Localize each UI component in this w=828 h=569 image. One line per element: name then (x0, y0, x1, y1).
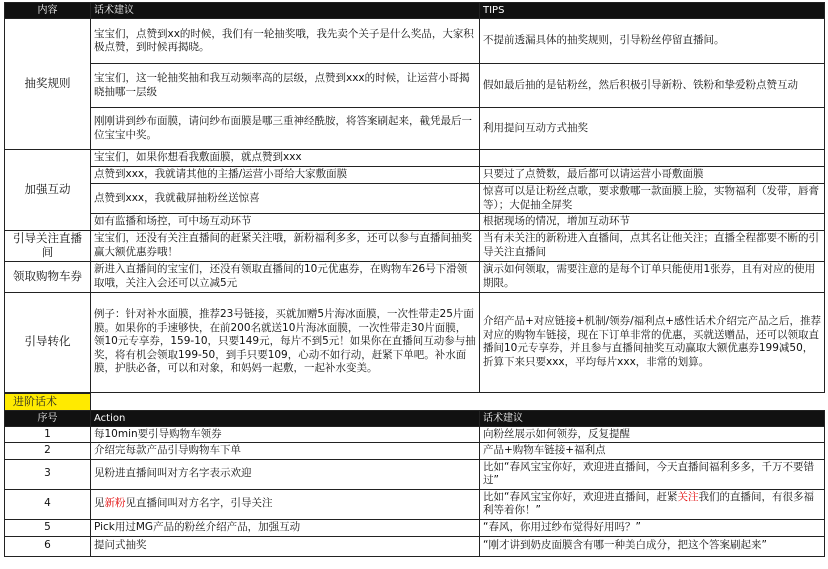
table-cell[interactable]: 不提前透漏具体的抽奖规则，引导粉丝停留直播间。 (480, 19, 825, 64)
cell-text: 我们的直播间，有很多福利等着你！” (483, 490, 814, 516)
section-coupon: 领取购物车券 (5, 261, 91, 292)
header-tips: TIPS (480, 3, 825, 19)
table-cell[interactable]: 刚刚讲到纱布面膜，请问纱布面膜是哪三重神经酰胺，将答案刷起来，截凭最后一位宝宝中奖。 (91, 108, 480, 150)
table-cell[interactable]: 如有监播和场控，可中场互动环节 (91, 214, 480, 231)
table-cell[interactable]: 点赞到xxx，我就截屏抽粉丝送惊喜 (91, 184, 480, 214)
highlight-text: 新粉 (104, 497, 126, 510)
table-cell[interactable]: 当有未关注的新粉进入直播间，点其名让他关注；直播全程都要不断的引导关注直播间 (480, 230, 825, 261)
table-cell[interactable] (91, 489, 480, 519)
table-cell[interactable]: 提问式抽奖 (91, 536, 480, 556)
table-cell[interactable]: 惊喜可以是让粉丝点歌，要求敷哪一款面膜上脸，实物福利（发带，唇膏等）；大促抽全屏奖 (480, 184, 825, 214)
table-cell[interactable]: “春风，你用过纱布觉得好用吗？” (480, 519, 825, 536)
section-lottery: 抽奖规则 (5, 19, 91, 150)
header-content: 内容 (5, 3, 91, 19)
table-cell[interactable]: 宝宝们，还没有关注直播间的赶紧关注哦，新粉福利多多，还可以参与直播间抽奖赢大额优惠券哦！ (91, 230, 480, 261)
row-number: 2 (5, 443, 91, 460)
row-number: 5 (5, 519, 91, 536)
table-cell[interactable]: 只要过了点赞数，最后都可以请运营小哥敷面膜 (480, 167, 825, 184)
cell-text: 见 (94, 497, 105, 510)
table-cell[interactable]: 介绍产品+对应链接+机制/领券/福利点+感性话术介绍完产品之后，推荐对应的购物车链接，现在下订单非常的优惠，买就送赠品，还可以领取直播间10元专享券，并且参与直播间抽奖互动赢取大额优惠券199减50，折算下来只要xxx，平均每片xxx，非常的划算。 (480, 292, 825, 392)
table-cell[interactable]: 宝宝们，如果你想看我敷面膜，就点赞到xxx (91, 150, 480, 167)
table-cell[interactable]: “刚才讲到奶皮面膜含有哪一种美白成分，把这个答案刷起来” (480, 536, 825, 556)
table-cell[interactable]: 宝宝们，点赞到xx的时候，我们有一轮抽奖哦，我先卖个关子是什么奖品，大家积极点赞，到时候再揭晓。 (91, 19, 480, 64)
table-cell[interactable] (480, 489, 825, 519)
header-script: 话术建议 (91, 3, 480, 19)
table-cell[interactable]: 根据现场的情况，增加互动环节 (480, 214, 825, 231)
cell-text: 见直播间叫对方名字，引导关注 (125, 497, 273, 510)
header-action: Action (91, 410, 480, 426)
table-cell[interactable]: 假如最后抽的是钻粉丝，然后积极引导新粉、铁粉和挚爱粉点赞互动 (480, 64, 825, 108)
table-cell[interactable]: 利用提问互动方式抽奖 (480, 108, 825, 150)
table-cell[interactable]: 每10min要引导购物车领券 (91, 426, 480, 443)
section-interaction: 加强互动 (5, 150, 91, 231)
cell-text: 比如“春风宝宝你好，欢迎进直播间，赶紧 (483, 490, 678, 503)
table-cell[interactable]: 见粉进直播间叫对方名字表示欢迎 (91, 459, 480, 489)
row-number: 6 (5, 536, 91, 556)
highlight-text: 关注 (677, 490, 699, 503)
table-cell[interactable] (480, 150, 825, 167)
table-cell[interactable]: 点赞到xxx，我就请其他的主播/运营小哥给大家敷面膜 (91, 167, 480, 184)
table-cell[interactable]: 产品+购物车链接+福利点 (480, 443, 825, 460)
table-cell[interactable]: 介绍完每款产品引导购物车下单 (91, 443, 480, 460)
row-number: 4 (5, 489, 91, 519)
script-table (4, 2, 825, 393)
table-cell[interactable]: 新进入直播间的宝宝们，还没有领取直播间的10元优惠券，在购物车26号下滑领取哦，关注入会还可以立减5元 (91, 261, 480, 292)
table-cell[interactable]: 例子：针对补水面膜，推荐23号链接，买就加赠5片海冰面膜，一次性带走25片面膜。如果你的手速够快，在前200名就送10片海冰面膜，一次性带走30片面膜，领10元专享券，159-10，只要149元，每片不到5元！如果你在直播间互动参与抽奖，将有机会领取199-50，到手只要109，心动不如行动，赶紧下单吧。补水面膜，护肤必备，可以和对象，和妈妈一起敷，一起补水变美。 (91, 292, 480, 392)
advanced-table (4, 393, 825, 557)
section-conversion: 引导转化 (5, 292, 91, 392)
table-cell[interactable]: 比如“春风宝宝你好，欢迎进直播间，今天直播间福利多多，千万不要错过” (480, 459, 825, 489)
row-number: 3 (5, 459, 91, 489)
header-advice: 话术建议 (480, 410, 825, 426)
table-cell[interactable]: 演示如何领取，需要注意的是每个订单只能使用1张券，且有对应的使用期限。 (480, 261, 825, 292)
table-cell[interactable]: 宝宝们，这一轮抽奖抽和我互动频率高的层级，点赞到xxx的时候，让运营小哥揭晓抽哪一层级 (91, 64, 480, 108)
advanced-banner[interactable]: 进阶话术 (5, 394, 91, 411)
table-cell[interactable]: 向粉丝展示如何领券，反复提醒 (480, 426, 825, 443)
table-cell[interactable]: Pick用过MG产品的粉丝介绍产品，加强互动 (91, 519, 480, 536)
section-follow: 引导关注直播间 (5, 230, 91, 261)
header-number: 序号 (5, 410, 91, 426)
row-number: 1 (5, 426, 91, 443)
